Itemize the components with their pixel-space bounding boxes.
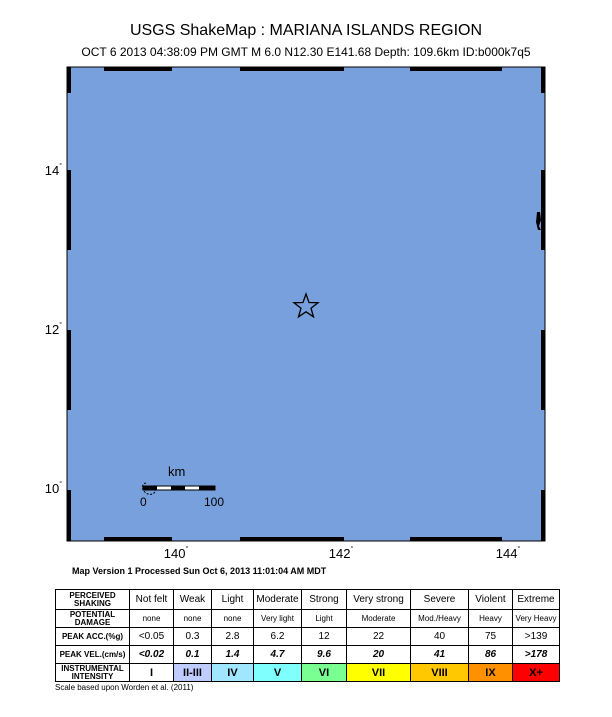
scale-end: 100 bbox=[204, 495, 225, 509]
shaking-cell: Extreme bbox=[513, 590, 560, 610]
scale-start: 0 bbox=[140, 495, 147, 509]
damage-row bbox=[56, 610, 560, 628]
intensity-cell: II-III bbox=[174, 664, 212, 682]
damage-cell: Mod./Heavy bbox=[411, 610, 469, 628]
lat-label-12: 12° bbox=[44, 322, 62, 337]
event-info: OCT 6 2013 04:38:09 PM GMT M 6.0 N12.30 E141.68 Depth: 109.6km ID:b000k7q5 bbox=[81, 45, 531, 59]
row-label-damage: POTENTIAL DAMAGE bbox=[56, 610, 130, 628]
intensity-cell: I bbox=[130, 664, 174, 682]
vel-cell: 41 bbox=[411, 646, 469, 664]
shaking-cell: Strong bbox=[302, 590, 347, 610]
row-label-vel: PEAK VEL.(cm/s) bbox=[56, 646, 130, 664]
scale-note: Scale based upon Worden et al. (2011) bbox=[55, 683, 194, 692]
damage-cell: Light bbox=[302, 610, 347, 628]
acc-cell: 40 bbox=[411, 628, 469, 646]
damage-cell: Very Heavy bbox=[513, 610, 560, 628]
acc-cell: 12 bbox=[302, 628, 347, 646]
scale-unit: km bbox=[168, 464, 186, 479]
lat-label-14: 14° bbox=[44, 163, 62, 178]
acc-cell: 22 bbox=[347, 628, 411, 646]
acc-row bbox=[56, 628, 560, 646]
shaking-row bbox=[56, 590, 560, 610]
vel-cell: 0.1 bbox=[174, 646, 212, 664]
intensity-cell: VI bbox=[302, 664, 347, 682]
vel-cell: <0.02 bbox=[130, 646, 174, 664]
acc-cell: >139 bbox=[513, 628, 560, 646]
vel-cell: 1.4 bbox=[212, 646, 254, 664]
intensity-cell: IV bbox=[212, 664, 254, 682]
vel-cell: 86 bbox=[469, 646, 513, 664]
acc-cell: 75 bbox=[469, 628, 513, 646]
acc-cell: <0.05 bbox=[130, 628, 174, 646]
shaking-cell: Weak bbox=[174, 590, 212, 610]
intensity-cell: X+ bbox=[513, 664, 560, 682]
intensity-cell: IX bbox=[469, 664, 513, 682]
shaking-cell: Severe bbox=[411, 590, 469, 610]
shaking-cell: Violent bbox=[469, 590, 513, 610]
intensity-legend bbox=[55, 589, 560, 682]
vel-cell: 9.6 bbox=[302, 646, 347, 664]
damage-cell: none bbox=[174, 610, 212, 628]
shaking-cell: Not felt bbox=[130, 590, 174, 610]
damage-cell: Heavy bbox=[469, 610, 513, 628]
map-title: USGS ShakeMap : MARIANA ISLANDS REGION bbox=[129, 22, 483, 39]
intensity-cell: VII bbox=[347, 664, 411, 682]
acc-cell: 0.3 bbox=[174, 628, 212, 646]
damage-cell: Very light bbox=[254, 610, 302, 628]
intensity-row bbox=[56, 664, 560, 682]
damage-cell: Moderate bbox=[347, 610, 411, 628]
row-label-shaking: PERCEIVED SHAKING bbox=[56, 590, 130, 610]
shaking-cell: Light bbox=[212, 590, 254, 610]
version-line: Map Version 1 Processed Sun Oct 6, 2013 11:01:04 AM MDT bbox=[72, 566, 327, 576]
lat-label-10: 10° bbox=[44, 481, 62, 496]
acc-cell: 6.2 bbox=[254, 628, 302, 646]
lon-label-142: 142° bbox=[328, 546, 354, 561]
damage-cell: none bbox=[130, 610, 174, 628]
damage-cell: none bbox=[212, 610, 254, 628]
vel-row bbox=[56, 646, 560, 664]
vel-cell: >178 bbox=[513, 646, 560, 664]
intensity-cell: V bbox=[254, 664, 302, 682]
row-label-acc: PEAK ACC.(%g) bbox=[56, 628, 130, 646]
lon-label-144: 144° bbox=[495, 546, 521, 561]
row-label-intensity: INSTRUMENTAL INTENSITY bbox=[56, 664, 130, 682]
ocean bbox=[67, 67, 545, 541]
lon-label-140: 140° bbox=[163, 546, 189, 561]
acc-cell: 2.8 bbox=[212, 628, 254, 646]
shaking-cell: Moderate bbox=[254, 590, 302, 610]
intensity-cell: VIII bbox=[411, 664, 469, 682]
vel-cell: 4.7 bbox=[254, 646, 302, 664]
vel-cell: 20 bbox=[347, 646, 411, 664]
shaking-cell: Very strong bbox=[347, 590, 411, 610]
